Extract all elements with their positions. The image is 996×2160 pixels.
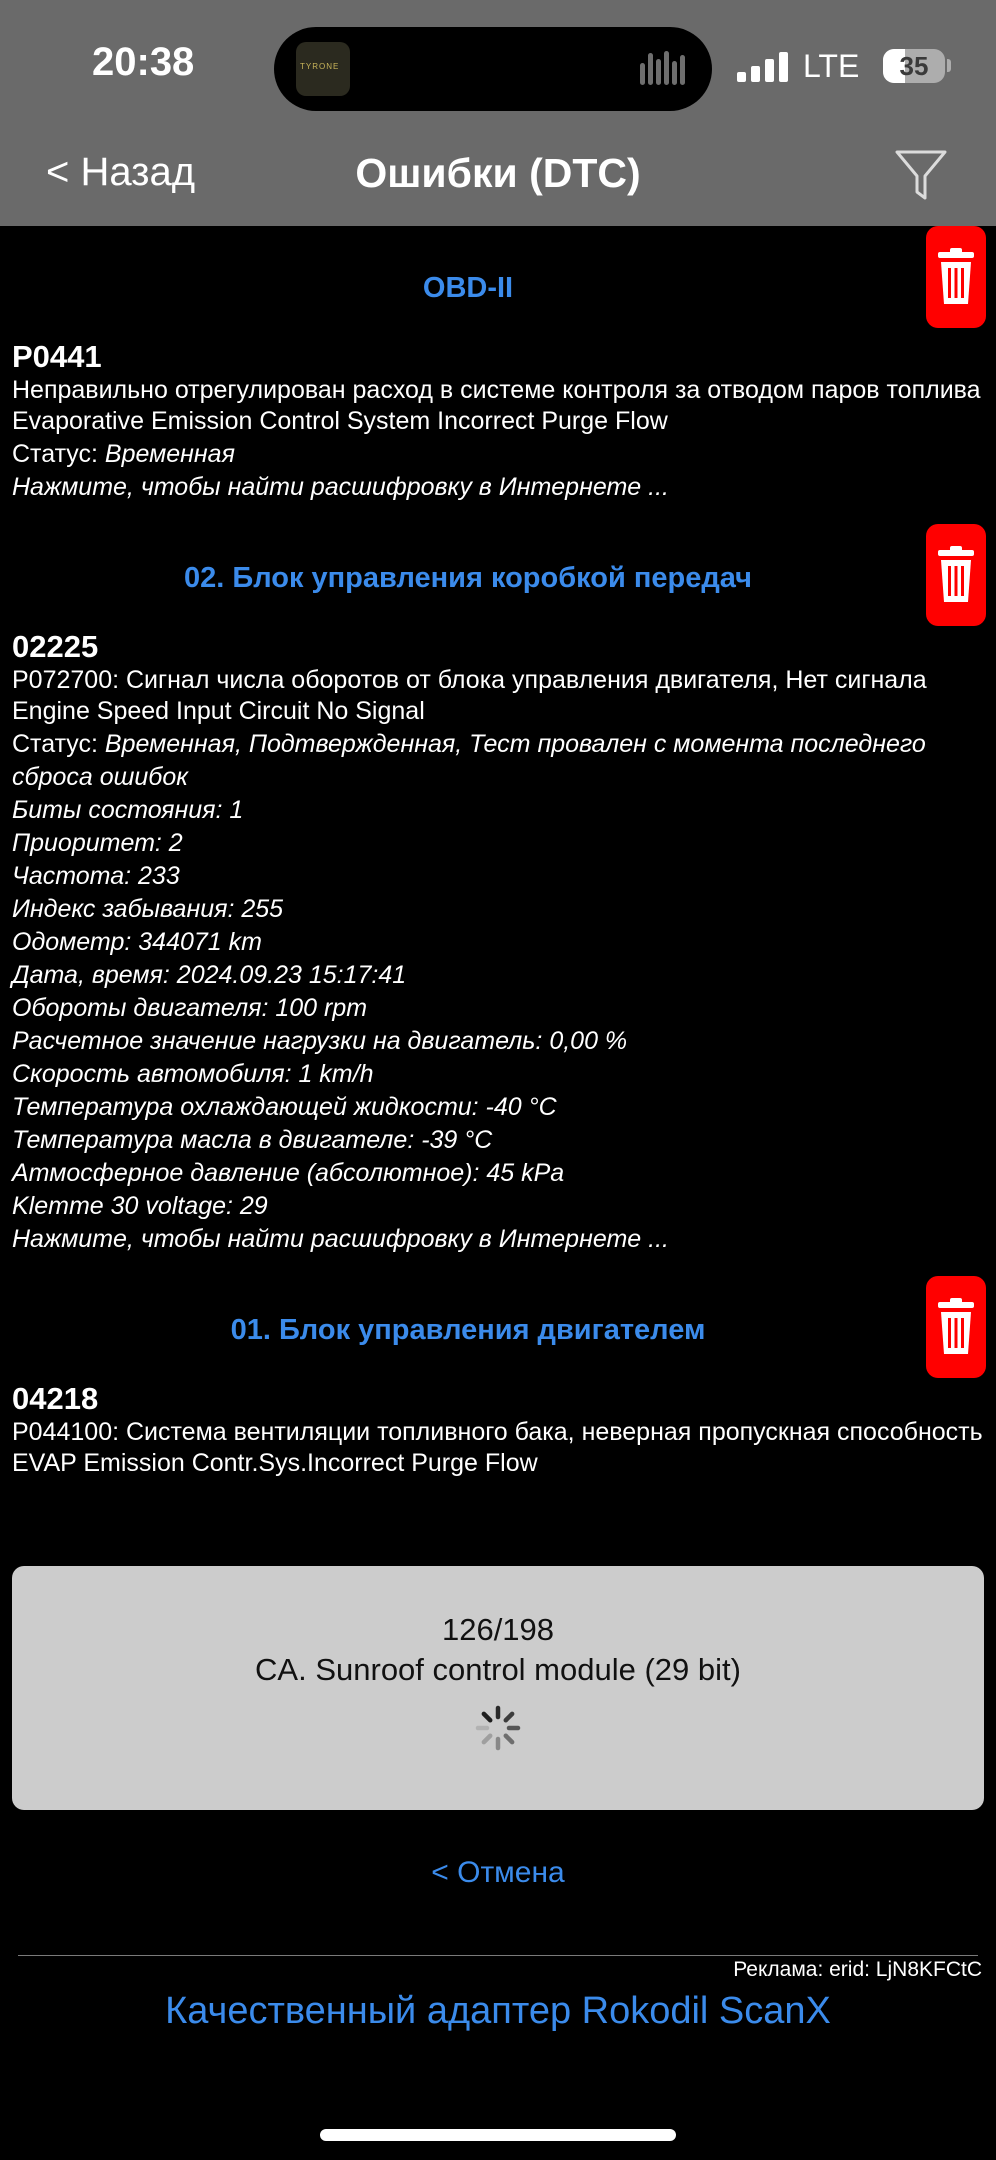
network-type: LTE bbox=[803, 48, 860, 84]
dtc-detail: Одометр: 344071 km bbox=[12, 928, 262, 956]
funnel-icon bbox=[893, 146, 949, 204]
dtc-detail: Klemme 30 voltage: 29 bbox=[12, 1192, 268, 1220]
battery-icon bbox=[883, 49, 945, 83]
dtc-detail: Атмосферное давление (абсолютное): 45 kPa bbox=[12, 1159, 565, 1187]
dtc-entry[interactable] bbox=[0, 1381, 996, 1480]
battery-tip bbox=[947, 59, 951, 72]
cellular-signal-icon bbox=[737, 52, 789, 82]
dtc-detail: Индекс забывания: 255 bbox=[12, 895, 284, 923]
dtc-detail: Скорость автомобиля: 1 km/h bbox=[12, 1060, 374, 1088]
dtc-status: Статус: Временная, Подтвержденная, Тест провален с момента последнего сброса ошибок bbox=[12, 730, 926, 791]
album-art-thumbnail: TYRONE bbox=[296, 42, 350, 96]
lookup-link[interactable]: Нажмите, чтобы найти расшифровку в Интернете ... bbox=[12, 1225, 669, 1253]
dtc-section bbox=[0, 562, 996, 1256]
status-time: 20:38 bbox=[92, 40, 195, 84]
delete-button[interactable] bbox=[926, 226, 986, 328]
back-button[interactable]: < Назад bbox=[46, 150, 196, 194]
section-title: 01. Блок управления двигателем bbox=[230, 1314, 706, 1346]
dtc-detail: Обороты двигателя: 100 rpm bbox=[12, 994, 368, 1022]
ad-divider bbox=[18, 1955, 978, 1956]
dtc-detail: Температура масла в двигателе: -39 °C bbox=[12, 1126, 493, 1154]
dtc-detail: Биты состояния: 1 bbox=[12, 796, 244, 824]
dynamic-island[interactable] bbox=[274, 27, 712, 111]
dtc-code: 04218 bbox=[12, 1381, 99, 1416]
dtc-description-en: Engine Speed Input Circuit No Signal bbox=[12, 697, 425, 725]
section-title: OBD-II bbox=[422, 272, 514, 304]
dtc-entry[interactable] bbox=[0, 339, 996, 504]
dtc-code: P0441 bbox=[12, 339, 102, 374]
home-indicator[interactable] bbox=[320, 2129, 676, 2141]
dtc-description-en: Evaporative Emission Control System Incorrect Purge Flow bbox=[12, 407, 668, 435]
section-title: 02. Блок управления коробкой передач bbox=[183, 562, 753, 594]
ad-label: Реклама: erid: LjN8KFCtC bbox=[733, 1958, 982, 1981]
ad-link[interactable]: Качественный адаптер Rokodil ScanX bbox=[165, 1990, 831, 2032]
dtc-description-en: EVAP Emission Contr.Sys.Incorrect Purge Flow bbox=[12, 1449, 538, 1477]
dtc-entry[interactable] bbox=[0, 629, 996, 1256]
trash-icon bbox=[936, 1298, 976, 1356]
dtc-code: 02225 bbox=[12, 629, 99, 664]
dtc-detail: Температура охлаждающей жидкости: -40 °C bbox=[12, 1093, 557, 1121]
audio-waveform-icon bbox=[640, 49, 688, 89]
trash-icon bbox=[936, 248, 976, 306]
trash-icon bbox=[936, 546, 976, 604]
dtc-description-ru: P072700: Сигнал числа оборотов от блока управления двигателя, Нет сигнала bbox=[12, 666, 927, 694]
dtc-description-ru: P044100: Система вентиляции топливного бака, неверная пропускная способность bbox=[12, 1418, 983, 1446]
cancel-button[interactable]: < Отмена bbox=[431, 1856, 565, 1889]
scan-progress-count: 126/198 bbox=[441, 1612, 555, 1647]
dtc-detail: Приоритет: 2 bbox=[12, 829, 183, 857]
navigation-bar bbox=[0, 0, 996, 226]
dtc-section bbox=[0, 272, 996, 504]
delete-button[interactable] bbox=[926, 524, 986, 626]
scan-progress-dialog bbox=[12, 1566, 984, 1810]
lookup-link[interactable]: Нажмите, чтобы найти расшифровку в Интернете ... bbox=[12, 473, 669, 501]
dtc-description-ru: Неправильно отрегулирован расход в системе контроля за отводом паров топлива bbox=[12, 376, 981, 404]
dtc-detail: Дата, время: 2024.09.23 15:17:41 bbox=[12, 961, 407, 989]
dtc-status: Статус: Временная bbox=[12, 440, 235, 468]
dtc-detail: Частота: 233 bbox=[12, 862, 180, 890]
delete-button[interactable] bbox=[926, 1276, 986, 1378]
dtc-section bbox=[0, 1314, 996, 1480]
scan-module-name: CA. Sunroof control module (29 bit) bbox=[255, 1652, 741, 1687]
loading-spinner-icon bbox=[474, 1704, 522, 1752]
battery-percent: 35 bbox=[899, 51, 929, 81]
dtc-list[interactable] bbox=[0, 226, 996, 1564]
filter-button[interactable] bbox=[893, 146, 949, 204]
dtc-detail: Расчетное значение нагрузки на двигатель: 0,00 % bbox=[12, 1027, 628, 1055]
page-title: Ошибки (DTC) bbox=[355, 150, 641, 196]
